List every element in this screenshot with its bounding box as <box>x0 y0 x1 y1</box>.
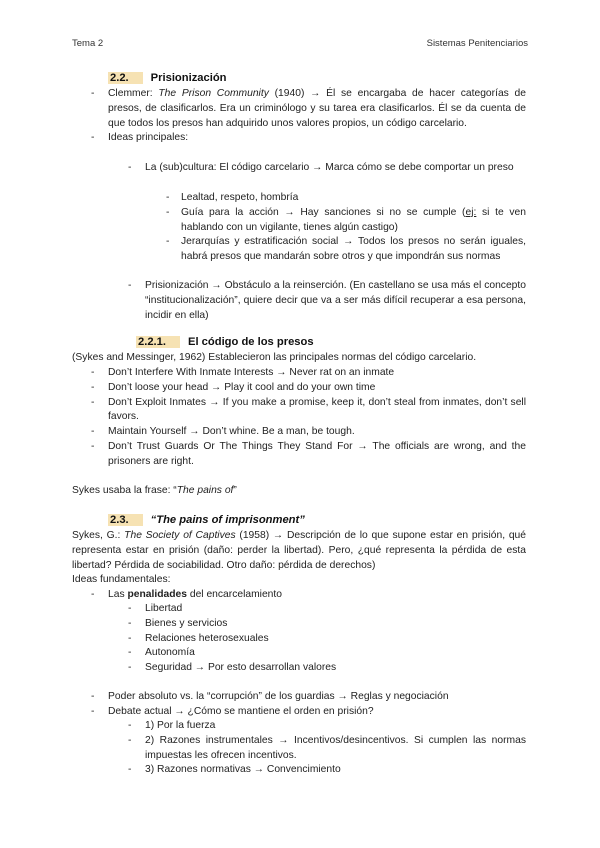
list-penalidades <box>108 588 526 603</box>
list-prisionizacion <box>145 279 526 323</box>
list-ideas <box>145 161 526 176</box>
list-debate <box>108 690 526 720</box>
list-item: - Don’t loose your head → Play it cool and do your own time <box>108 381 526 396</box>
list-item-clemmer: - Clemmer: The Prison Community (1940) → Él se encargaba de hacer categorías de presos, de clasificarlos. Era un criminólogo y su tarea era clasificarlos. Él se da cuenta de que todos los presos han adquirido unos valores propios, un código carcelario. <box>108 87 526 131</box>
code-intro: (Sykes and Messinger, 1962) Establecieron las principales normas del código carcelario. <box>72 352 477 363</box>
section-title: “The pains of imprisonment” <box>150 514 305 526</box>
list-item-subcultura: - La (sub)cultura: El código carcelario → Marca cómo se debe comportar un preso <box>145 161 526 176</box>
list-item: - Maintain Yourself → Don’t whine. Be a man, be tough. <box>108 425 526 440</box>
list-item: - Libertad <box>145 602 526 617</box>
list-item: - Jerarquías y estratificación social → Todos los presos no serán iguales, habrá presos que mandarán sobre otros y que impondrán sus normas <box>181 235 526 265</box>
section-heading-2-3 <box>108 514 305 526</box>
list-item: - Don’t Trust Guards Or The Things They Stand For → The officials are wrong, and the prisoners are right. <box>108 440 526 470</box>
list-subcultura <box>181 191 526 265</box>
list-item-penalidades: - Las penalidades del encarcelamiento <box>108 588 526 603</box>
list-item-debate: - Debate actual → ¿Cómo se mantiene el orden en prisión? <box>108 705 526 720</box>
list-debate-items <box>145 719 526 778</box>
section-title: Prisionización <box>150 72 227 84</box>
list-code <box>108 366 526 470</box>
list-penalidades-items <box>145 602 526 676</box>
section-number: 2.3. <box>108 514 143 526</box>
section-number: 2.2. <box>108 72 143 84</box>
list-item: - 3) Razones normativas → Convencimiento <box>145 763 526 778</box>
list-item: - Don’t Interfere With Inmate Interests → Never rat on an inmate <box>108 366 526 381</box>
list-item: - Guía para la acción → Hay sanciones si no se cumple (ej: si te ven hablando con un vigilante, tienes algún castigo) <box>181 206 526 236</box>
section-title: El código de los presos <box>188 336 314 348</box>
list-2-2 <box>108 87 526 146</box>
header-left: Tema 2 <box>72 38 104 49</box>
ideas-fundamentales: Ideas fundamentales: <box>72 574 171 585</box>
list-item-prisionizacion: - Prisionización → Obstáculo a la reinserción. (En castellano se usa más el concepto “institucionalización”, quiere decir que va a ser más difícil recuperar a esa persona, incidir en ella) <box>145 279 526 323</box>
header-right: Sistemas Penitenciarios <box>426 38 528 49</box>
list-item: - Bienes y servicios <box>145 617 526 632</box>
list-item: - 2) Razones instrumentales → Incentivos/desincentivos. Si cumplen las normas impuestas les ofrecen incentivos. <box>145 734 526 764</box>
section-heading-2-2-1 <box>136 336 314 348</box>
pains-intro: Sykes, G.: The Society of Captives (1958) → Descripción de lo que supone estar en prisión, qué representa estar en prisión (daño: perder la libertad). Pero, ¿qué representa la pérdida de esta libertad? Pérdida de sociabilidad. Otro daño: pérdida de derechos) <box>72 530 526 571</box>
list-item: - Lealtad, respeto, hombría <box>181 191 526 206</box>
list-item: - Seguridad → Por esto desarrollan valores <box>145 661 526 676</box>
list-item: - Don’t Exploit Inmates → If you make a promise, keep it, don’t steal from inmates, don’t sell favors. <box>108 396 526 426</box>
list-item: - Relaciones heterosexuales <box>145 632 526 647</box>
list-item-poder: - Poder absoluto vs. la “corrupción” de los guardias → Reglas y negociación <box>108 690 526 705</box>
section-number: 2.2.1. <box>136 336 180 348</box>
list-item: - 1) Por la fuerza <box>145 719 526 734</box>
section-heading-2-2 <box>108 72 227 84</box>
sykes-phrase: Sykes usaba la frase: “The pains of” <box>72 485 237 496</box>
list-item-ideas: - Ideas principales: <box>108 131 526 146</box>
list-item: - Autonomía <box>145 646 526 661</box>
